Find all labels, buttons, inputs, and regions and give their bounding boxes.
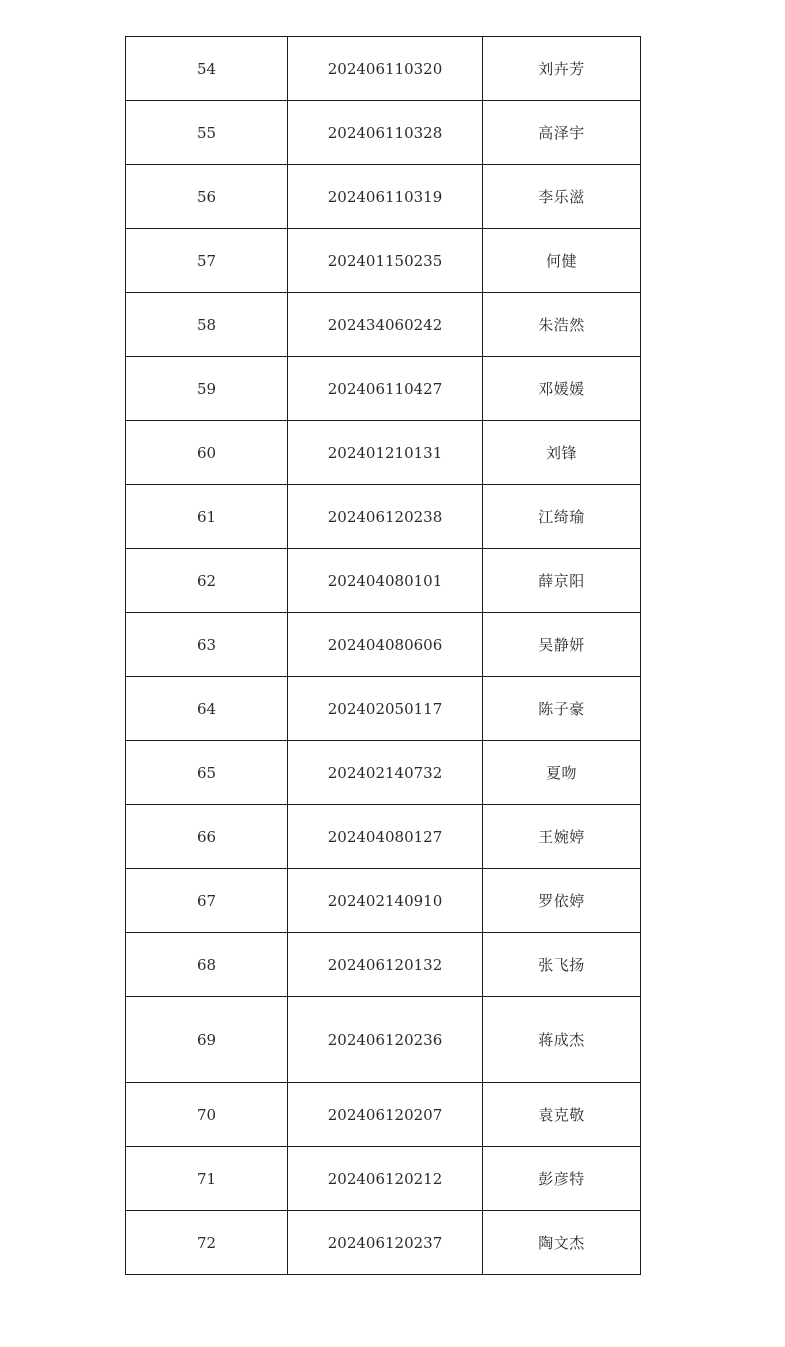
student-id-cell: 202406110320 — [288, 37, 483, 101]
row-number-cell: 58 — [126, 293, 288, 357]
student-id-cell: 202406110328 — [288, 101, 483, 165]
student-name-cell: 李乐滋 — [483, 165, 641, 229]
student-name-cell: 邓媛媛 — [483, 357, 641, 421]
student-id-cell: 202406120132 — [288, 933, 483, 997]
student-id-cell: 202406120207 — [288, 1083, 483, 1147]
student-id-cell: 202404080101 — [288, 549, 483, 613]
row-number-cell: 71 — [126, 1147, 288, 1211]
row-number-cell: 65 — [126, 741, 288, 805]
row-number-cell: 54 — [126, 37, 288, 101]
table-row — [126, 293, 641, 357]
student-name-cell: 何健 — [483, 229, 641, 293]
student-id-cell: 202404080127 — [288, 805, 483, 869]
student-name-cell: 罗依婷 — [483, 869, 641, 933]
student-name-cell: 刘锋 — [483, 421, 641, 485]
row-number-cell: 59 — [126, 357, 288, 421]
student-id-cell: 202402140732 — [288, 741, 483, 805]
row-number-cell: 66 — [126, 805, 288, 869]
table-row — [126, 101, 641, 165]
student-id-cell: 202402050117 — [288, 677, 483, 741]
row-number-cell: 63 — [126, 613, 288, 677]
row-number-cell: 56 — [126, 165, 288, 229]
student-name-cell: 江绮瑜 — [483, 485, 641, 549]
table-row — [126, 165, 641, 229]
student-name-cell: 吴静妍 — [483, 613, 641, 677]
student-id-cell: 202401150235 — [288, 229, 483, 293]
table-row — [126, 1083, 641, 1147]
student-name-cell: 朱浩然 — [483, 293, 641, 357]
student-id-cell: 202406120212 — [288, 1147, 483, 1211]
student-id-cell: 202406120237 — [288, 1211, 483, 1275]
student-id-cell: 202401210131 — [288, 421, 483, 485]
table-row — [126, 485, 641, 549]
table-row — [126, 229, 641, 293]
table-row — [126, 613, 641, 677]
student-name-cell: 陈子豪 — [483, 677, 641, 741]
table-row — [126, 549, 641, 613]
student-name-cell: 薛京阳 — [483, 549, 641, 613]
table-row — [126, 869, 641, 933]
row-number-cell: 67 — [126, 869, 288, 933]
student-name-cell: 蒋成杰 — [483, 997, 641, 1083]
student-name-cell: 陶文杰 — [483, 1211, 641, 1275]
row-number-cell: 72 — [126, 1211, 288, 1275]
student-name-cell: 彭彦特 — [483, 1147, 641, 1211]
table-row — [126, 933, 641, 997]
student-name-cell: 张飞扬 — [483, 933, 641, 997]
student-name-cell: 高泽宇 — [483, 101, 641, 165]
table-row — [126, 997, 641, 1083]
table-row — [126, 421, 641, 485]
row-number-cell: 57 — [126, 229, 288, 293]
table-row — [126, 805, 641, 869]
student-roster-table — [125, 36, 641, 1275]
row-number-cell: 62 — [126, 549, 288, 613]
table-row — [126, 1211, 641, 1275]
table-row — [126, 1147, 641, 1211]
student-id-cell: 202406120238 — [288, 485, 483, 549]
row-number-cell: 55 — [126, 101, 288, 165]
student-name-cell: 刘卉芳 — [483, 37, 641, 101]
student-id-cell: 202406120236 — [288, 997, 483, 1083]
row-number-cell: 60 — [126, 421, 288, 485]
student-name-cell: 袁克敬 — [483, 1083, 641, 1147]
row-number-cell: 68 — [126, 933, 288, 997]
row-number-cell: 64 — [126, 677, 288, 741]
student-id-cell: 202402140910 — [288, 869, 483, 933]
table-row — [126, 37, 641, 101]
student-id-cell: 202434060242 — [288, 293, 483, 357]
table-row — [126, 357, 641, 421]
student-id-cell: 202404080606 — [288, 613, 483, 677]
row-number-cell: 69 — [126, 997, 288, 1083]
student-name-cell: 王婉婷 — [483, 805, 641, 869]
table-row — [126, 741, 641, 805]
table-row — [126, 677, 641, 741]
row-number-cell: 70 — [126, 1083, 288, 1147]
student-id-cell: 202406110427 — [288, 357, 483, 421]
row-number-cell: 61 — [126, 485, 288, 549]
student-name-cell: 夏吻 — [483, 741, 641, 805]
student-id-cell: 202406110319 — [288, 165, 483, 229]
